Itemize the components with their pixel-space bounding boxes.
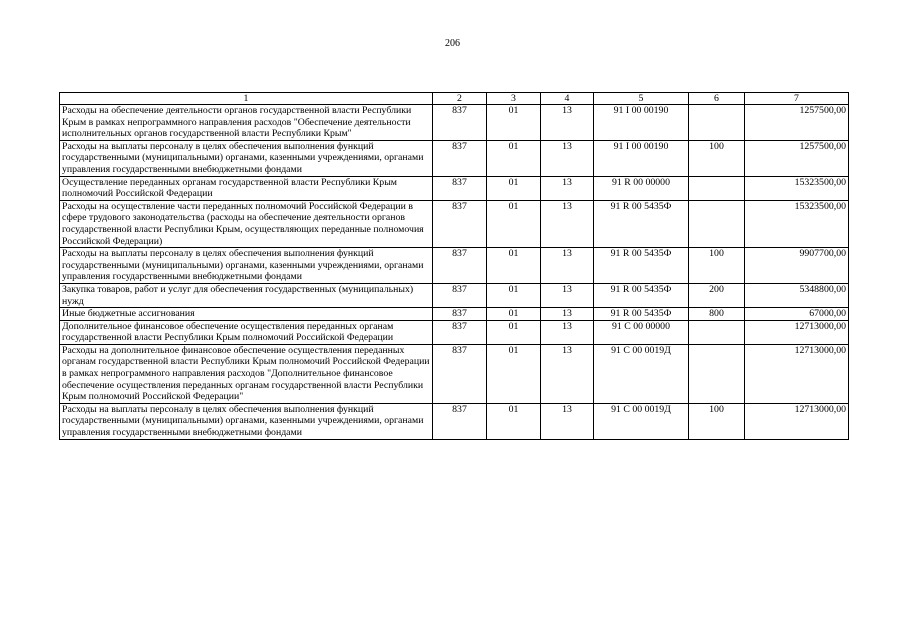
cell-section: 01 (487, 248, 541, 284)
cell-expense-type: 100 (689, 403, 745, 439)
table-row (60, 248, 849, 284)
column-header: 1 (60, 93, 433, 105)
cell-expense-type: 200 (689, 283, 745, 307)
cell-subsection: 13 (541, 320, 594, 344)
cell-section: 01 (487, 140, 541, 176)
budget-table (59, 92, 849, 440)
cell-expense-type: 100 (689, 248, 745, 284)
table-row (60, 200, 849, 247)
cell-description: Закупка товаров, работ и услуг для обеспечения государственных (муниципальных) нужд (60, 283, 433, 307)
column-header: 6 (689, 93, 745, 105)
cell-target-article: 91 С 00 0019Д (594, 403, 689, 439)
cell-amount: 15323500,00 (745, 176, 849, 200)
cell-subsection: 13 (541, 283, 594, 307)
cell-amount: 1257500,00 (745, 105, 849, 141)
column-header: 7 (745, 93, 849, 105)
table-body (60, 105, 849, 440)
cell-subsection: 13 (541, 176, 594, 200)
cell-target-article: 91 R 00 5435Ф (594, 308, 689, 321)
table-row (60, 344, 849, 403)
cell-amount: 15323500,00 (745, 200, 849, 247)
cell-description: Расходы на осуществление части переданных полномочий Российской Федерации в сфере трудового законодательства (расходы на обеспечение деятельности органов государственной власти Республики Крым, осуществляющих переданные полномочия Российской Федерации) (60, 200, 433, 247)
cell-amount: 12713000,00 (745, 320, 849, 344)
cell-target-article: 91 R 00 5435Ф (594, 248, 689, 284)
cell-subsection: 13 (541, 105, 594, 141)
cell-target-article: 91 R 00 5435Ф (594, 283, 689, 307)
cell-target-article: 91 I 00 00190 (594, 140, 689, 176)
cell-admin-code: 837 (433, 283, 487, 307)
table-row (60, 176, 849, 200)
table-row (60, 308, 849, 321)
cell-amount: 9907700,00 (745, 248, 849, 284)
cell-admin-code: 837 (433, 308, 487, 321)
cell-admin-code: 837 (433, 320, 487, 344)
cell-target-article: 91 I 00 00190 (594, 105, 689, 141)
cell-expense-type (689, 105, 745, 141)
cell-subsection: 13 (541, 200, 594, 247)
cell-subsection: 13 (541, 308, 594, 321)
cell-expense-type (689, 200, 745, 247)
cell-section: 01 (487, 320, 541, 344)
cell-description: Расходы на выплаты персоналу в целях обеспечения выполнения функций государственными (муниципальными) органами, казенными учреждениями, органами управления государственными внебюджетными фондами (60, 248, 433, 284)
cell-description: Дополнительное финансовое обеспечение осуществления переданных органам государственной власти Республики Крым полномочий Российской Федерации (60, 320, 433, 344)
cell-amount: 5348800,00 (745, 283, 849, 307)
cell-admin-code: 837 (433, 140, 487, 176)
cell-description: Расходы на дополнительное финансовое обеспечение осуществления переданных органам государственной власти Республики Крым полномочий Российской Федерации в рамках непрограммного направления расходов "Дополнительное финансовое обеспечение осуществления переданных органам государственной власти Республики Крым полномочий Российской Федерации" (60, 344, 433, 403)
cell-admin-code: 837 (433, 105, 487, 141)
cell-subsection: 13 (541, 344, 594, 403)
cell-expense-type: 800 (689, 308, 745, 321)
cell-amount: 12713000,00 (745, 344, 849, 403)
cell-admin-code: 837 (433, 176, 487, 200)
cell-subsection: 13 (541, 248, 594, 284)
table-row (60, 140, 849, 176)
cell-amount: 12713000,00 (745, 403, 849, 439)
cell-admin-code: 837 (433, 248, 487, 284)
cell-description: Осуществление переданных органам государственной власти Республики Крым полномочий Российской Федерации (60, 176, 433, 200)
cell-target-article: 91 R 00 00000 (594, 176, 689, 200)
cell-target-article: 91 С 00 0019Д (594, 344, 689, 403)
cell-section: 01 (487, 344, 541, 403)
cell-target-article: 91 С 00 00000 (594, 320, 689, 344)
table-row (60, 283, 849, 307)
table-row (60, 320, 849, 344)
table-row (60, 105, 849, 141)
column-header: 3 (487, 93, 541, 105)
cell-section: 01 (487, 176, 541, 200)
cell-description: Расходы на выплаты персоналу в целях обеспечения выполнения функций государственными (муниципальными) органами, казенными учреждениями, органами управления государственными внебюджетными фондами (60, 140, 433, 176)
column-header: 4 (541, 93, 594, 105)
header-row (60, 93, 849, 105)
cell-expense-type (689, 344, 745, 403)
cell-description: Расходы на выплаты персоналу в целях обеспечения выполнения функций государственными (муниципальными) органами, казенными учреждениями, органами управления государственными внебюджетными фондами (60, 403, 433, 439)
cell-amount: 1257500,00 (745, 140, 849, 176)
cell-section: 01 (487, 283, 541, 307)
page-number: 206 (445, 38, 460, 49)
column-header: 5 (594, 93, 689, 105)
cell-section: 01 (487, 200, 541, 247)
cell-admin-code: 837 (433, 344, 487, 403)
cell-subsection: 13 (541, 140, 594, 176)
cell-description: Расходы на обеспечение деятельности органов государственной власти Республики Крым в рамках непрограммного направления расходов "Обеспечение деятельности исполнительных органов государственной власти Республики Крым" (60, 105, 433, 141)
cell-expense-type: 100 (689, 140, 745, 176)
cell-target-article: 91 R 00 5435Ф (594, 200, 689, 247)
cell-expense-type (689, 176, 745, 200)
cell-description: Иные бюджетные ассигнования (60, 308, 433, 321)
cell-subsection: 13 (541, 403, 594, 439)
table-row (60, 403, 849, 439)
cell-admin-code: 837 (433, 200, 487, 247)
cell-amount: 67000,00 (745, 308, 849, 321)
cell-section: 01 (487, 308, 541, 321)
column-header: 2 (433, 93, 487, 105)
cell-section: 01 (487, 403, 541, 439)
cell-section: 01 (487, 105, 541, 141)
cell-admin-code: 837 (433, 403, 487, 439)
cell-expense-type (689, 320, 745, 344)
